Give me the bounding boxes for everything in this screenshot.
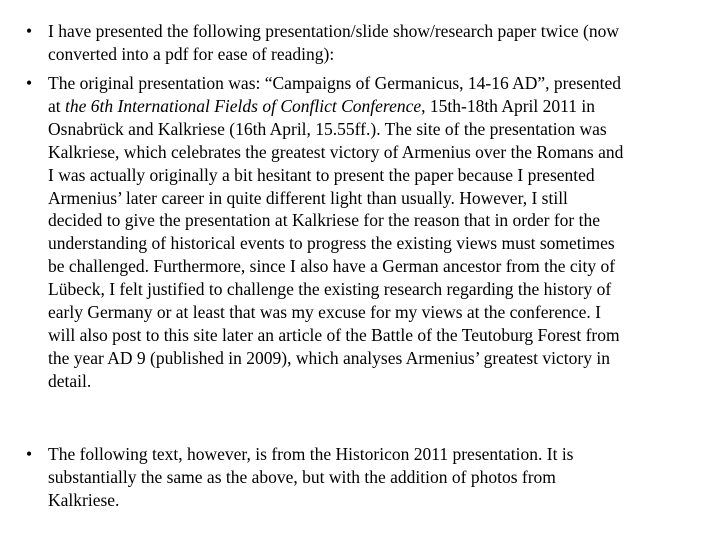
text-fragment: at xyxy=(48,95,66,116)
text-fragment: , 15th-18th April 2011 in xyxy=(421,95,595,116)
text-line: Osnabrück and Kalkriese (16th April, 15.55ff.). The site of the presentation was xyxy=(48,118,607,139)
text-line: I have presented the following presentation/slide show/research paper twice (now xyxy=(48,21,619,41)
paragraph-historicon xyxy=(48,443,713,512)
bullet-marker: • xyxy=(26,444,33,464)
paragraph-original-presentation xyxy=(48,72,713,393)
text-line: substantially the same as the above, but with the addition of photos from xyxy=(48,466,556,487)
bullet-marker: • xyxy=(26,21,33,41)
text-line: Kalkriese. xyxy=(48,489,120,510)
text-line: I was actually originally a bit hesitant to present the paper because I presented xyxy=(48,164,595,185)
text-line: Lübeck, I felt justified to challenge the existing research regarding the history of xyxy=(48,279,612,300)
text-line: early Germany or at least that was my excuse for my views at the conference. I xyxy=(48,302,601,323)
text-line: will also post to this site later an article of the Battle of the Teutoburg Forest from xyxy=(48,324,620,345)
text-line: decided to give the presentation at Kalkriese for the reason that in order for the xyxy=(48,210,601,231)
text-line: converted into a pdf for ease of reading): xyxy=(48,43,335,64)
text-line: be challenged. Furthermore, since I also have a German ancestor from the city of xyxy=(48,256,616,277)
text-line: The following text, however, is from the Historicon 2011 presentation. It is xyxy=(48,444,574,464)
conference-title: the 6th International Fields of Conflict Conference xyxy=(65,95,422,116)
text-line: Kalkriese, which celebrates the greatest victory of Armenius over the Romans and xyxy=(48,141,624,162)
text-line: detail. xyxy=(48,370,92,391)
text-line-conference xyxy=(48,95,713,118)
text-line: understanding of historical events to progress the existing views must sometimes xyxy=(48,233,615,254)
text-line: the year AD 9 (published in 2009), which analyses Armenius’ greatest victory in xyxy=(48,347,610,368)
text-line: Armenius’ later career in quite different light than usually. However, I still xyxy=(48,187,568,208)
text-line: The original presentation was: “Campaigns of Germanicus, 14-16 AD”, presented xyxy=(48,73,621,93)
bullet-marker: • xyxy=(26,73,33,93)
paragraph-presented-twice xyxy=(48,20,713,66)
